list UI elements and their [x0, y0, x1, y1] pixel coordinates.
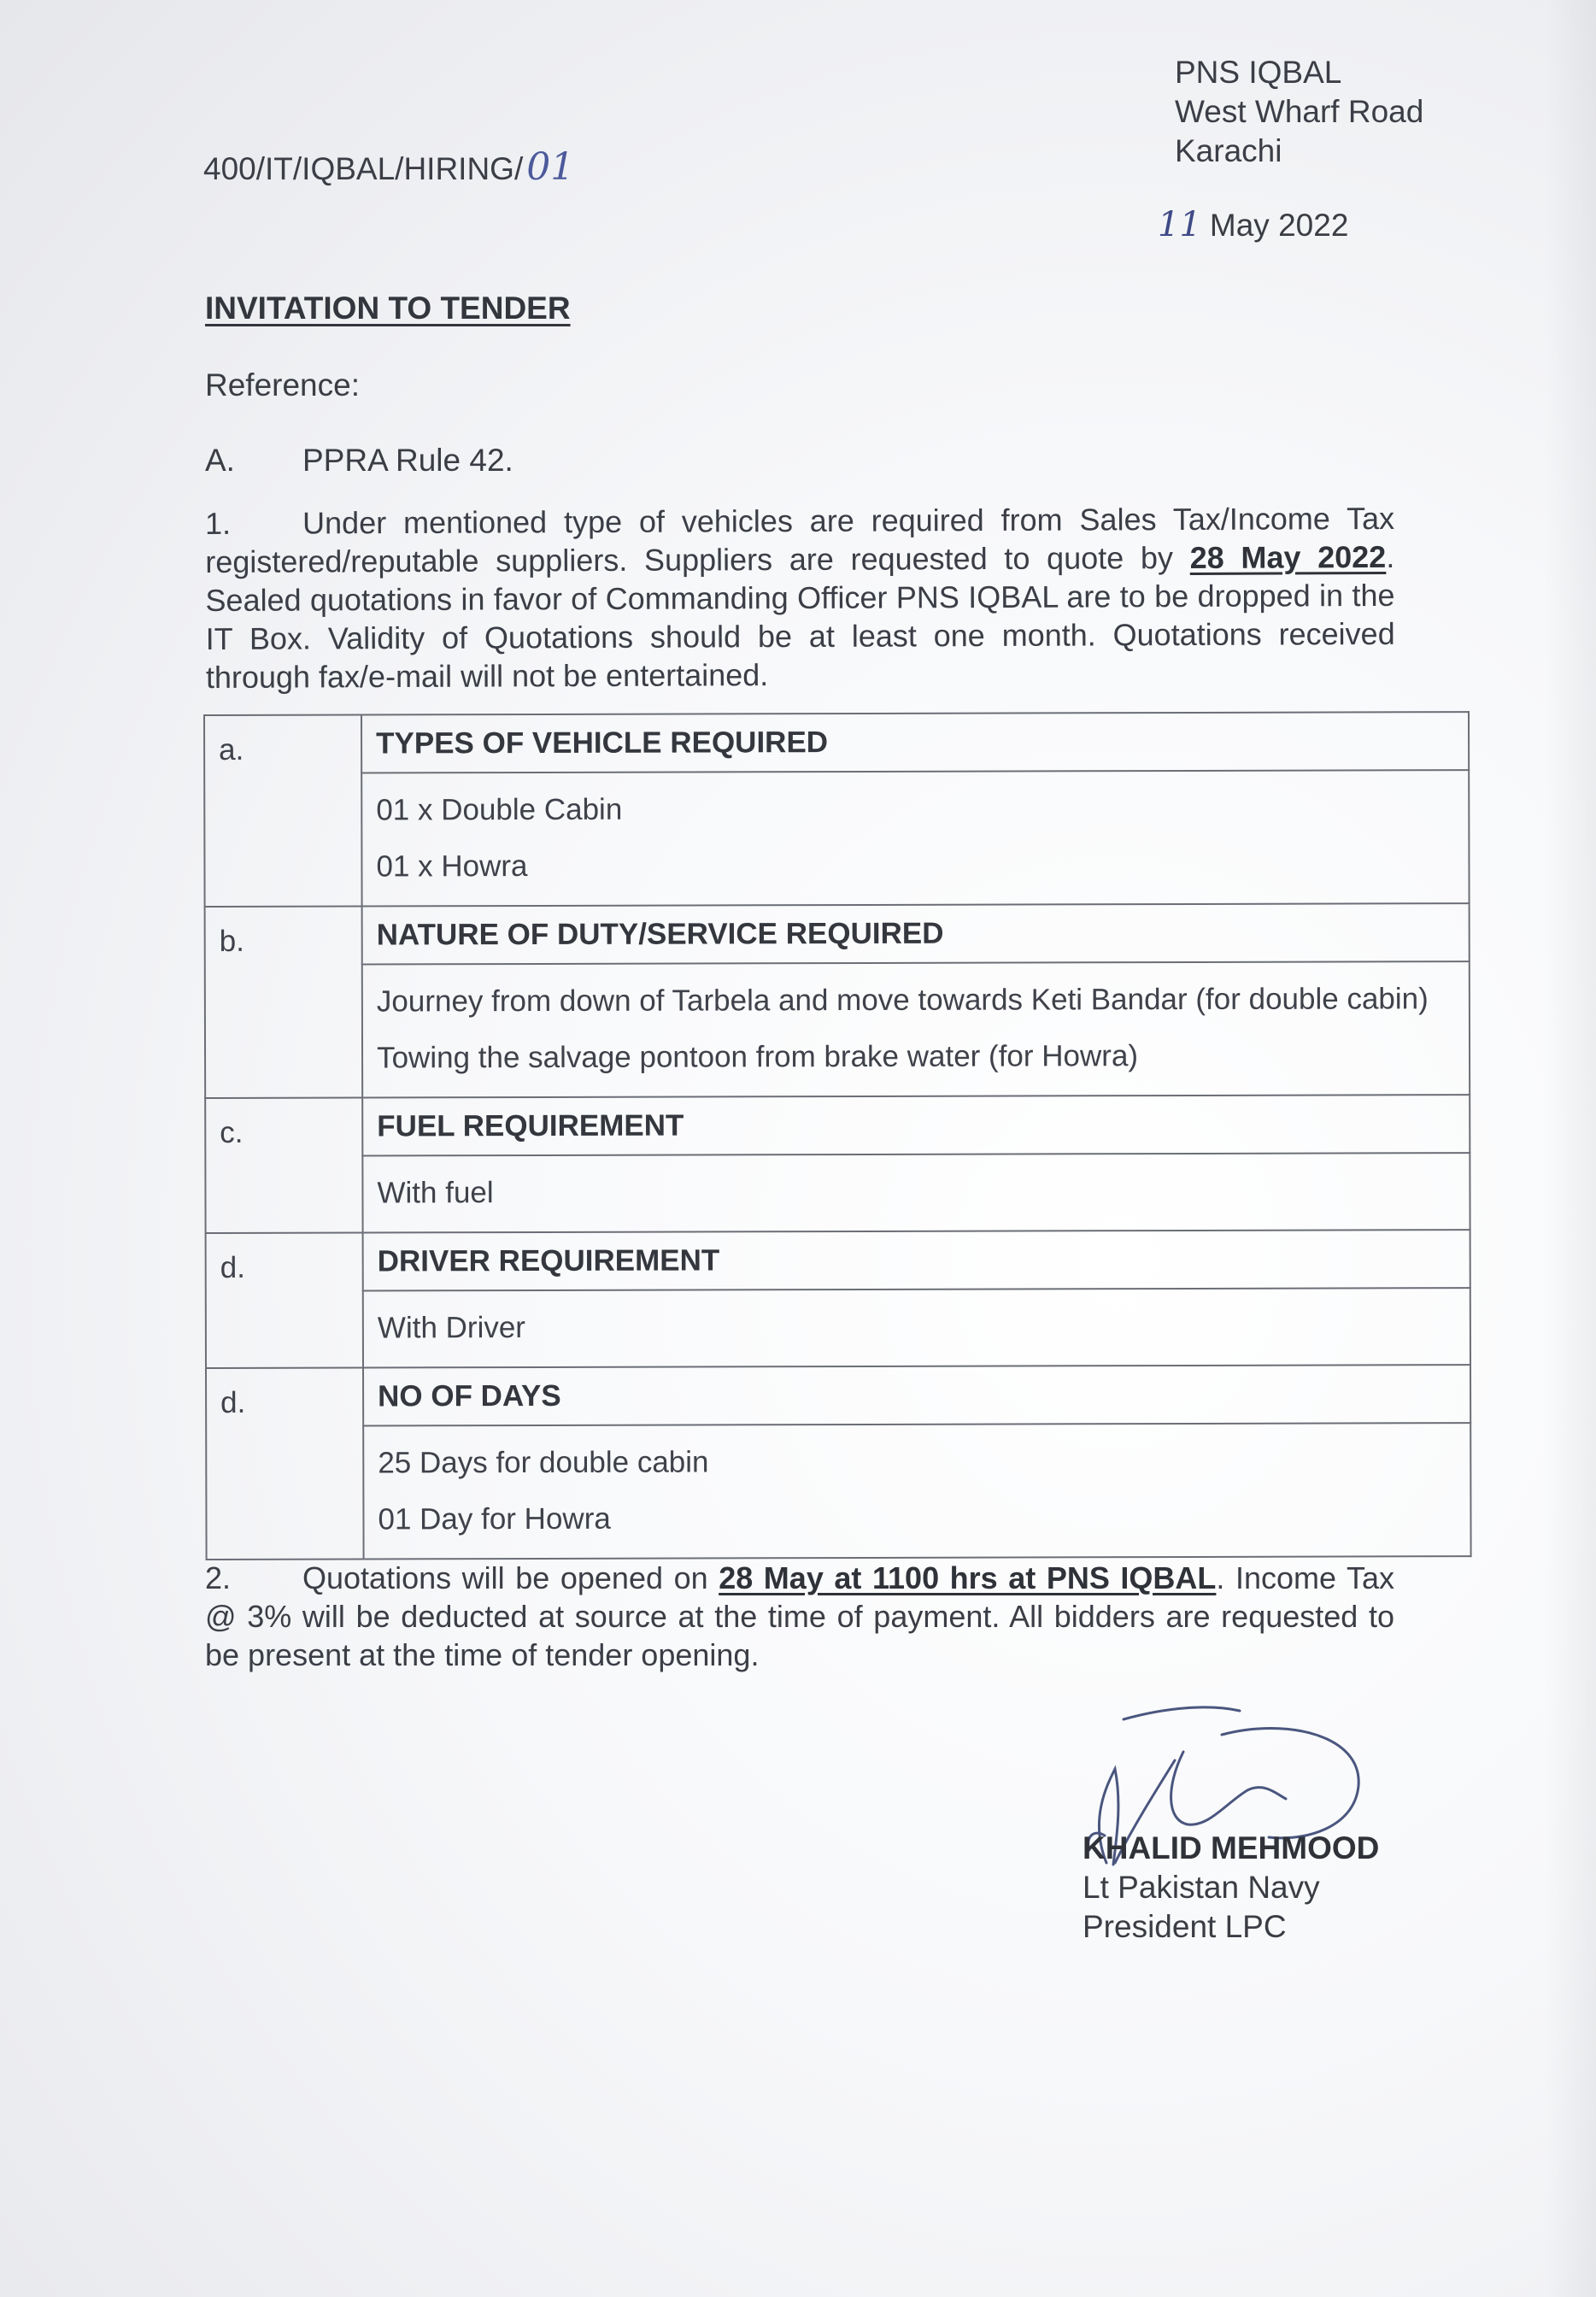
signatory-rank: Lt Pakistan Navy — [1083, 1870, 1320, 1905]
table-row — [204, 770, 1469, 907]
table-row — [206, 1365, 1470, 1426]
paragraph-2-number: 2. — [205, 1560, 232, 1595]
address-line-2: West Wharf Road — [1175, 94, 1424, 129]
row-heading: FUEL REQUIREMENT — [362, 1095, 1470, 1155]
row-letter: d. — [206, 1233, 363, 1368]
detail-line: Towing the salvage pontoon from brake water (for Howra) — [377, 1039, 1139, 1075]
detail-line: Journey from down of Tarbela and move towards Keti Bandar (for double cabin) — [376, 982, 1429, 1019]
detail-line: 01 Day for Howra — [378, 1501, 611, 1536]
paragraph-2 — [205, 1559, 1394, 1674]
paragraph-2-text-after: . Income Tax @ 3% will be deducted at source at the time of payment. All bidders are requested to be present at the time of tender opening. — [205, 1560, 1394, 1672]
row-details — [363, 1423, 1470, 1559]
row-heading: NATURE OF DUTY/SERVICE REQUIRED — [362, 903, 1470, 964]
reference-number-printed: 400/IT/IQBAL/HIRING/ — [203, 151, 524, 186]
reference-item — [205, 443, 513, 479]
row-letter: b. — [205, 907, 363, 1098]
table-row — [205, 961, 1470, 1098]
detail-line: 25 Days for double cabin — [378, 1445, 709, 1480]
address-line-3: Karachi — [1175, 133, 1282, 168]
row-letter: a. — [204, 715, 362, 907]
paragraph-1-number: 1. — [205, 505, 232, 541]
paragraph-1-deadline: 28 May 2022 — [1189, 538, 1387, 575]
row-details — [362, 961, 1470, 1097]
reference-item-text: PPRA Rule 42. — [302, 443, 513, 478]
row-details — [361, 770, 1469, 906]
letter-date — [1158, 205, 1348, 244]
detail-line: 01 x Howra — [376, 849, 528, 884]
reference-item-letter: A. — [205, 443, 235, 478]
table-row — [205, 903, 1470, 965]
detail-line: With Driver — [377, 1311, 525, 1345]
row-heading: DRIVER REQUIREMENT — [363, 1230, 1470, 1290]
row-letter: c. — [205, 1098, 362, 1233]
row-details — [363, 1288, 1470, 1367]
paragraph-2-text-before: Quotations will be opened on — [302, 1560, 719, 1595]
address-line-1: PNS IQBAL — [1175, 55, 1342, 90]
reference-number-handwritten: 01 — [526, 145, 575, 189]
row-heading: TYPES OF VEHICLE REQUIRED — [361, 712, 1469, 773]
row-letter: d. — [206, 1368, 364, 1560]
paragraph-1 — [205, 499, 1395, 696]
row-heading: NO OF DAYS — [363, 1365, 1470, 1425]
requirements-table — [203, 711, 1472, 1560]
sender-address — [1175, 53, 1423, 171]
date-month-year: May 2022 — [1209, 208, 1349, 243]
reference-label: Reference: — [205, 367, 360, 402]
signatory-title: President LPC — [1083, 1909, 1287, 1944]
table-row — [205, 1153, 1470, 1233]
table-row — [205, 1095, 1470, 1156]
detail-line: 01 x Double Cabin — [376, 792, 623, 827]
table-row — [206, 1423, 1470, 1560]
table-row — [206, 1288, 1470, 1368]
reference-number — [203, 145, 574, 189]
table-row — [206, 1230, 1470, 1291]
paragraph-2-emphasis: 28 May at 1100 hrs at PNS IQBAL — [719, 1560, 1217, 1595]
signatory-name: KHALID MEHMOOD — [1083, 1830, 1380, 1865]
table-row — [204, 712, 1469, 773]
document-heading: INVITATION TO TENDER — [205, 291, 571, 326]
page-shadow — [1545, 0, 1596, 2297]
row-details — [362, 1153, 1470, 1232]
date-day-handwritten: 11 — [1158, 205, 1201, 244]
paragraph-1-text-after: . Sealed quotations in favor of Commanding Officer PNS IQBAL are to be dropped in the IT Box. Validity of Quotations should be at least one month. Quotations received through fax/e-mail will not be entertained. — [205, 538, 1395, 695]
detail-line: With fuel — [377, 1176, 494, 1210]
signature-block — [1083, 1829, 1379, 1947]
paragraph-1-text-before: Under mentioned type of vehicles are required from Sales Tax/Income Tax registered/reputable suppliers. Suppliers are requested to quote by — [205, 500, 1395, 579]
